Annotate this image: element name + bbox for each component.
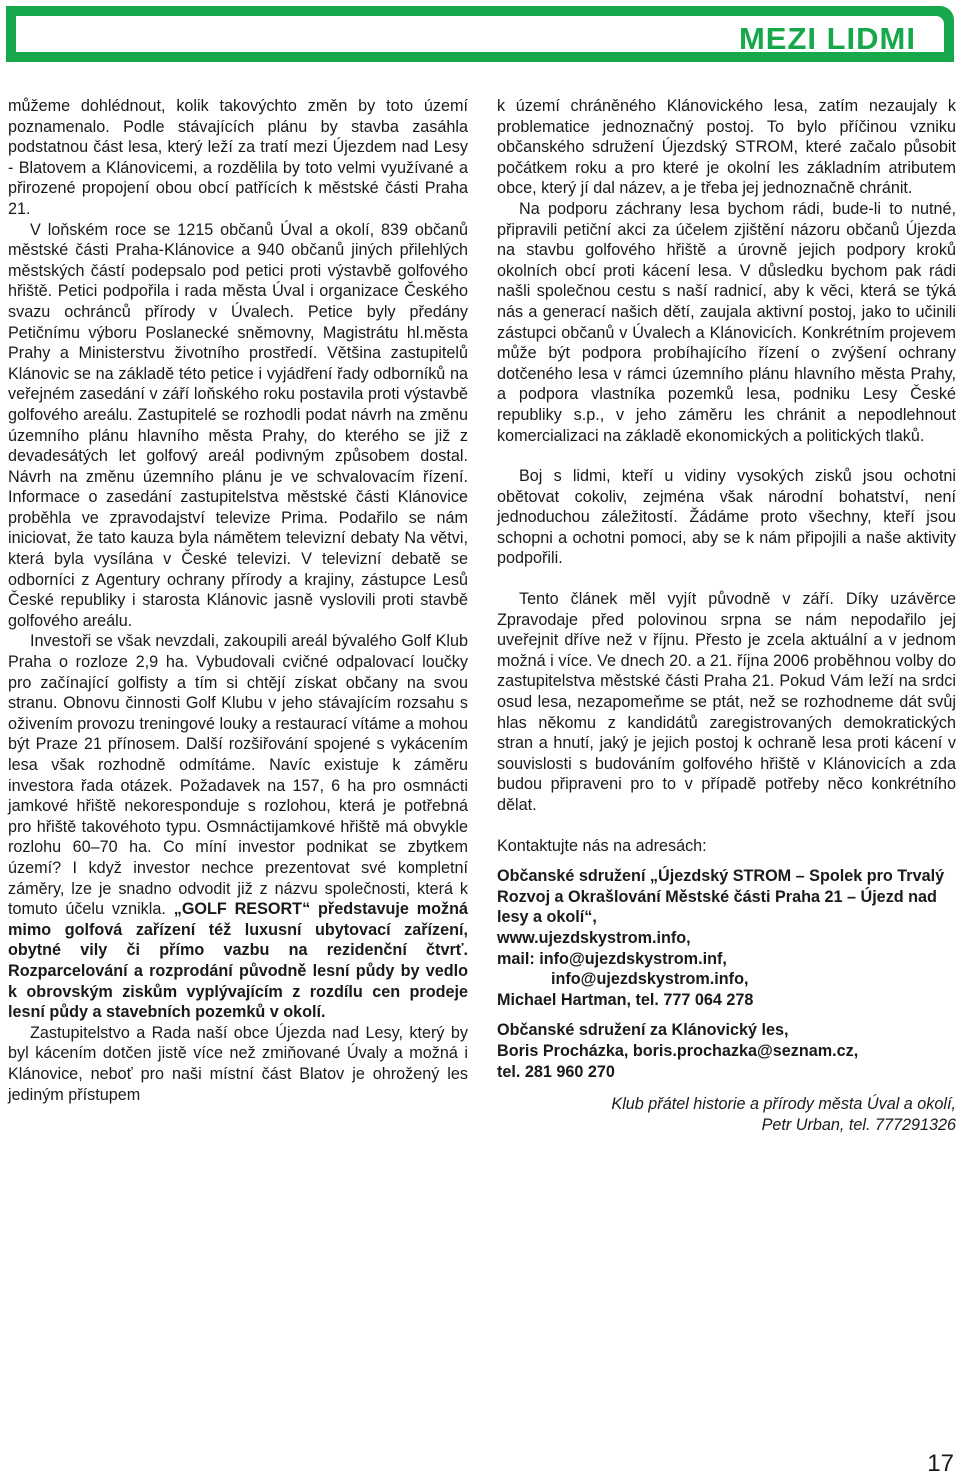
- contact-block: [497, 836, 956, 1136]
- contact-person-2: Boris Procházka, boris.prochazka@seznam.cz,: [497, 1041, 859, 1060]
- section-title: MEZI LIDMI: [738, 21, 916, 56]
- paragraph: Zastupitelstvo a Rada naší obce Újezda nad Lesy, který by byl kácením dotčen jistě více než zmiňované Úvaly a možná i Klánovice, neboť pro naši místní část Blatov je ohrožený les jediným přístupem: [8, 1023, 468, 1104]
- right-column: [497, 96, 956, 1135]
- paragraph: [8, 631, 468, 1022]
- paragraph: Tento článek měl vyjít původně v září. Díky uzávěrce Zpravodaje před polovinou srpna se nám nepodařilo jej uveřejnit dříve než v říjnu. Přesto je zcela aktuální a v jednom možná i více. Ve dnech 20. a 21. října 2006 proběhnou volby do zastupitelstva městské části Praha 21. Pokud Vám leží na srdci osud lesa, nezapomeňme se ptát, než se rozhodneme dát svůj hlas někomu z kandidátů zaregistrovaných demokratických stran a hnutí, jaký je jejich postoj k ochraně lesa proti kácení v souvislosti s budováním golfového hřiště v Klánovicích a zda budou připraveni pro to v případě potřeby něco konkrétního dělat.: [497, 590, 956, 814]
- contact-org-2: Občanské sdružení za Klánovický les,: [497, 1021, 789, 1040]
- contact-web: www.ujezdskystrom.info,: [497, 928, 691, 947]
- contact-phone-2: tel. 281 960 270: [497, 1062, 615, 1081]
- section-banner: [6, 6, 954, 62]
- contact-intro: Kontaktujte nás na adresách:: [497, 836, 707, 855]
- paragraph-text: Investoři se však nevzdali, zakoupili areál bývalého Golf Klub Praha o rozloze 2,9 ha. Vybudovali cvičné odpalovací loučky pro začínající golfisty a tím si chtějí získat občany na svou stranu. Obnovu činnosti Golf Klubu v jeho stávajícím rozsahu s oživením provozu treningové louky a restaurací vítáme a mohou být Praze 21 přínosem. Další rozšiřování spojené s vykácením lesa však rozhodně odmítáme. Navíc existuje k záměru investora řada otázek. Požadavek na 157, 6 ha pro osmnácti jamkové hřiště nekoresponduje s rozlohou, která je potřebná pro hřiště takovéhoto typu. Osmnáctijamkové hřiště má obvykle rozlohu 60–70 ha. Co míní investor podnikat se zbytkem území? I když investor nechce prezentovat své kompletní záměry, lze je snadno odvodit již z názvu společnosti, která k tomuto účelu vznikla.: [8, 632, 468, 919]
- paragraph: Boj s lidmi, kteří u vidiny vysokých zisků jsou ochotni obětovat cokoliv, zejména však národní bohatství, není jednoduchou záležitostí. Žádáme proto všechny, kteří jsou schopni a ochotni pomoci, aby se k nám připojili a naše aktivity podpořili.: [497, 467, 956, 568]
- paragraph: V loňském roce se 1215 občanů Úval a okolí, 839 občanů městské části Praha-Klánovice a 940 občanů jiných přilehlých městských částí podepsalo pod petici proti výstavbě golfového hřiště. Petici podpořila i rada města Úval i organizace Českého svazu ochránců přírody v Úvalech. Petice byly předány Petičnímu výboru Poslanecké sněmovny, Magistrátu hl.města Prahy a Ministerstvu životního prostředí. Většina zastupitelů Klánovic se na základě této petice i vyjádření řady odborníků na veřejném zasedání v září loňského roku postavila proti výstavbě golfového areálu. Zastupitelé se rozhodli podat návrh na změnu územního plánu hlavního města Prahy, do kterého se již z devadesátých let golfový areál podivným způsobem dostal. Návrh na změnu územního plánu je ve schvalovacím řízení. Informace o zasedání zastupitelstva městské části Klánovice proběhla ve zpravodajství televize Prima. Podařilo se nám iniciovat, že tato kauza byla námětem televizní debaty Na větvi, která byla vysílána v České televizi. V televizní debatě se odborníci z Agentury ochrany přírody a krajiny, zástupce Lesů České republiky i starosta Klánovic jasně vyslovili proti stavbě golfového areálu.: [8, 220, 468, 630]
- contact-person: Michael Hartman, tel. 777 064 278: [497, 990, 754, 1009]
- contact-org-1: Občanské sdružení „Újezdský STROM – Spolek pro Trvalý Rozvoj a Okrašlování Městské části Praha 21 – Újezd nad lesy a okolí“,: [497, 867, 945, 927]
- banner-inner: [16, 16, 944, 56]
- page-number: 17: [927, 1450, 954, 1477]
- paragraph: můžeme dohlédnout, kolik takovýchto změn by toto území poznamenalo. Podle stávajících plánu by stavba zasáhla podstatnou část lesa, který leží za tratí mezi Újezdem nad Lesy - Blatovem a Klánovicemi, a rozdělila by toto velmi využívané a přirozené propojení obou obcí patřících k městské části Praha 21.: [8, 97, 468, 218]
- paragraph-bold-text: „GOLF RESORT“ představuje možná mimo golfová zařízení též luxusní ubytovací zařízení, obytné vily či přímo vazbu na rezidenční čtvrť. Rozparcelování a rozprodání původně lesní půdy by vedlo k obrovským ziskům vyplývajícím z rozdílu cen prodeje lesní půdy a stavebních pozemků v okolí.: [8, 900, 468, 1022]
- signature-line-2: Petr Urban, tel. 777291326: [761, 1115, 956, 1134]
- signature-line-1: Klub přátel historie a přírody města Úval a okolí,: [611, 1095, 956, 1114]
- paragraph: k území chráněného Klánovického lesa, zatím nezaujaly k problematice jednoznačný postoj. To bylo příčinou vzniku občanského sdružení Újezdský STROM, které začalo působit počátkem roku a pro které je okolní les základním atributem obce, který jí dal název, a je třeba jej jednoznačně chránit.: [497, 97, 956, 198]
- left-column: [8, 96, 468, 1105]
- contact-mail: mail: info@ujezdskystrom.inf,: [497, 949, 727, 968]
- contact-mail-2: info@ujezdskystrom.info,: [551, 970, 749, 989]
- paragraph: Na podporu záchrany lesa bychom rádi, bude-li to nutné, připravili petiční akci za účelem zjištění názoru občanů Újezda na stavbu golfového hřiště a úrovně jejich podpory kroků okolních obcí proti kácení lesa. V důsledku bychom pak rádi našli společnou cestu s naší radnicí, aby k věci, která se týká nás a generací našich dětí, zaujala aktivní postoj, jako to učinili zástupci občanů v Úvalech a Klánovicích. Konkrétním projevem může být podpora probíhajícího řízení o zvýšení ochrany dotčeného lesa v rámci územního plánu hlavního města Prahy, a podpora vlastníka pozemků lesa, podniku Lesy České republiky s.p., v jeho záměru les chránit a nepodlehnout komercializaci na základě ekonomických a politických tlaků.: [497, 199, 956, 445]
